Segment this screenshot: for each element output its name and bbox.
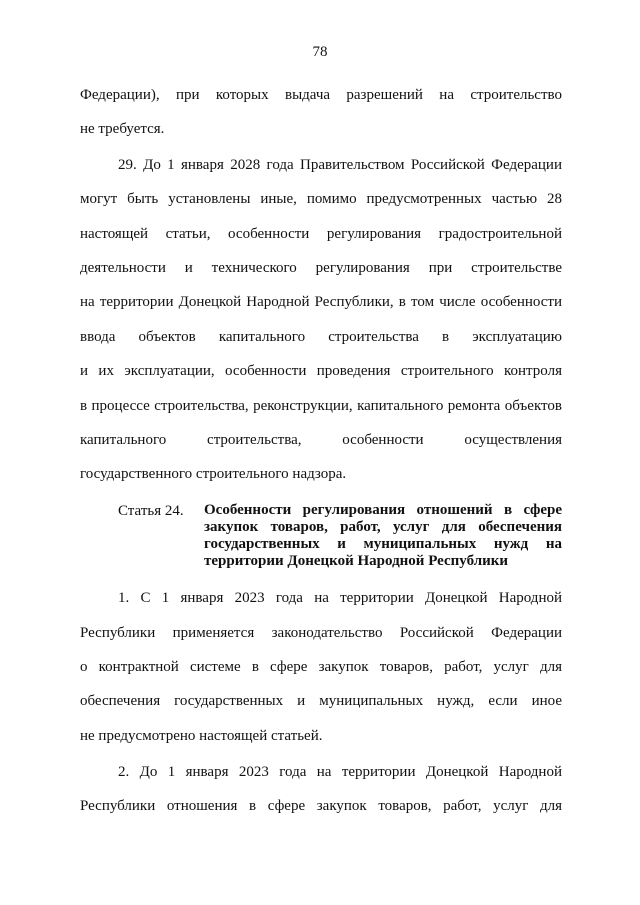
text-line: не предусмотрено настоящей статьей. [80, 728, 323, 744]
text-line: 29. До 1 января 2028 года Правительством Российской Федерации [118, 157, 562, 173]
text-line: 1. С 1 января 2023 года на территории Донецкой Народной [118, 590, 562, 606]
article-title-line: территории Донецкой Народной Республики [204, 553, 509, 569]
article-title-line: закупок товаров, работ, услуг для обеспечения [204, 519, 562, 535]
article-title-line: государственных и муниципальных нужд на [204, 536, 562, 552]
article-title [204, 502, 562, 570]
text-line: капитального строительства, особенности осуществления [80, 432, 562, 448]
text-line: Федерации), при которых выдача разрешений на строительство [80, 87, 562, 103]
text-line: не требуется. [80, 121, 165, 137]
text-line: 2. До 1 января 2023 года на территории Донецкой Народной [118, 764, 562, 780]
text-line: государственного строительного надзора. [80, 466, 347, 482]
text-line: и их эксплуатации, особенности проведения строительного контроля [80, 363, 562, 379]
article-title-line: Особенности регулирования отношений в сфере [204, 502, 562, 518]
text-line: деятельности и технического регулирования при строительстве [80, 260, 562, 276]
page-number: 78 [312, 44, 328, 60]
text-line: о контрактной системе в сфере закупок товаров, работ, услуг для [80, 659, 562, 675]
text-line: Республики отношения в сфере закупок товаров, работ, услуг для [80, 798, 562, 814]
text-line: на территории Донецкой Народной Республики, в том числе особенности [80, 294, 562, 310]
text-line: ввода объектов капитального строительства в эксплуатацию [80, 329, 562, 345]
article-label: Статья 24. [118, 503, 184, 519]
text-line: обеспечения государственных и муниципальных нужд, если иное [80, 693, 562, 709]
text-line: Республики применяется законодательство Российской Федерации [80, 625, 562, 641]
text-line: могут быть установлены иные, помимо предусмотренных частью 28 [80, 191, 562, 207]
text-line: в процессе строительства, реконструкции, капитального ремонта объектов [80, 398, 562, 414]
text-line: настоящей статьи, особенности регулирования градостроительной [80, 226, 562, 242]
